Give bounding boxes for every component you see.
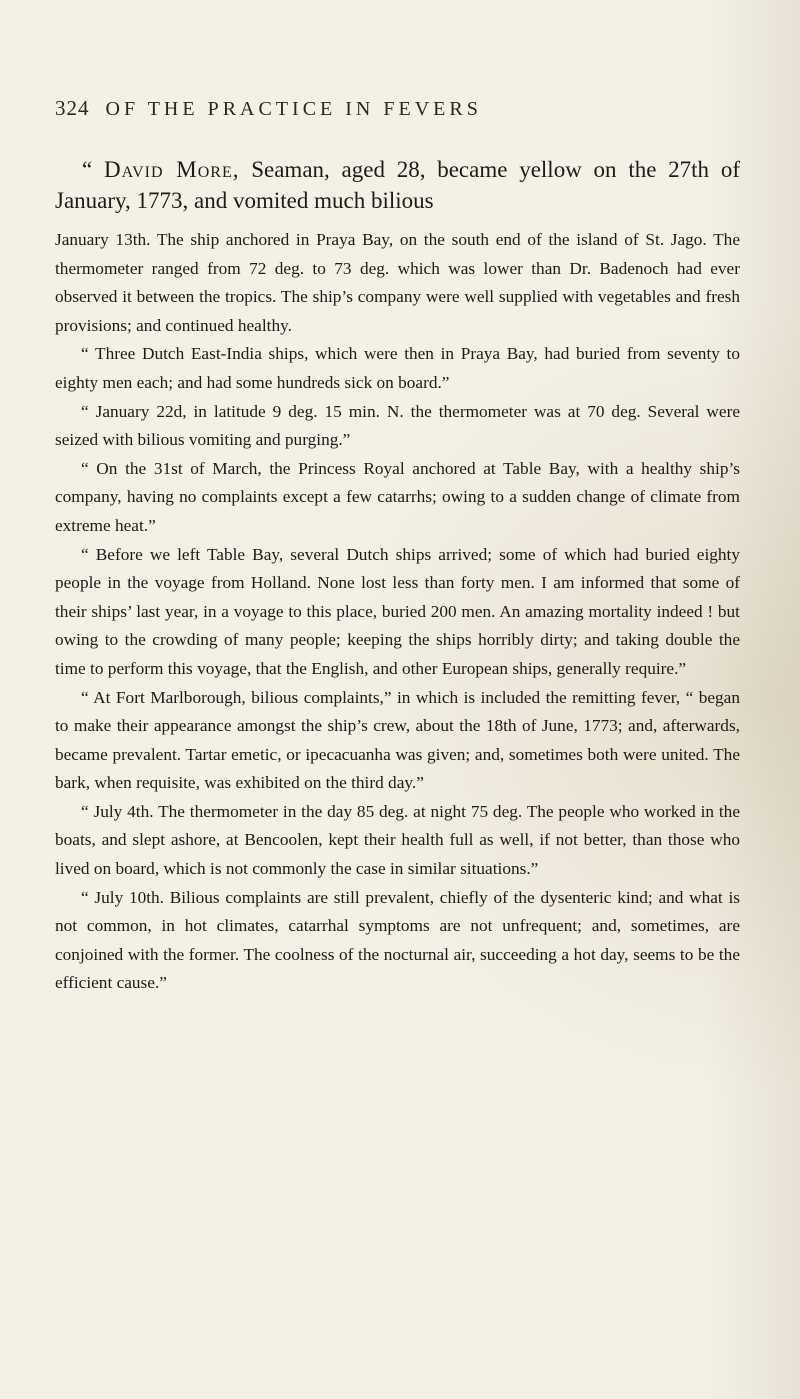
paragraph: “ July 4th. The thermometer in the day 85 deg. at night 75 deg. The people who worked in the boats, and slept ashore, at Bencoolen, kept their health full as well, if not better, than those who lived on board, which is not commonly the case in similar situations.” (55, 801, 740, 879)
opening-text: Seaman, aged 28, became yellow on the 27th of January, 1773, and vomited much bilious (55, 157, 740, 213)
opening-quote: “ (82, 157, 104, 182)
main-text (55, 154, 740, 998)
paragraph: “ Three Dutch East-India ships, which were then in Praya Bay, had buried from seventy to eighty men each; and had some hundreds sick on board.” (55, 344, 740, 392)
running-header (55, 96, 482, 121)
paragraph: “ At Fort Marlborough, bilious complaints,” in which is included the remitting fever, “ began to make their appearance amongst the ship’s crew, about the 18th of June, 1773; and, afterwards, became prevalent. Tartar emetic, or ipecacuanha was given; and, sometimes both were united. The bark, when requisite, was exhibited on the third day.” (55, 687, 740, 793)
opening-paragraph (55, 154, 740, 216)
paragraph: “ July 10th. Bilious complaints are still prevalent, chiefly of the dysenteric kind; and what is not common, in hot climates, catarrhal symptoms are not unfrequent; and, sometimes, are conjoined with the former. The coolness of the nocturnal air, succeeding a hot day, seems to be the efficient cause.” (55, 887, 740, 993)
paragraph: January 13th. The ship anchored in Praya Bay, on the south end of the island of St. Jago. The thermometer ranged from 72 deg. to 73 deg. which was lower than Dr. Badenoch had ever observed it between the tropics. The ship’s company were well supplied with vegetables and fresh provisions; and continued healthy. (55, 230, 740, 335)
paragraph: “ Before we left Table Bay, several Dutch ships arrived; some of which had buried eighty people in the voyage from Holland. None lost less than forty men. I am informed that some of their ships’ last year, in a voyage to this place, buried 200 men. An amazing mortality indeed ! but owing to the crowding of many people; keeping the ships horribly dirty; and taking double the time to perform this voyage, that the English, and other European ships, generally require.” (55, 544, 740, 678)
patient-name: David More, (103, 157, 240, 182)
running-title: OF THE PRACTICE IN FEVERS (105, 98, 482, 120)
paragraph: “ On the 31st of March, the Princess Royal anchored at Table Bay, with a healthy ship’s company, having no complaints except a few catarrhs; owing to a sudden change of climate from extreme heat.” (55, 458, 740, 535)
page-number: 324 (55, 96, 90, 120)
paragraph: “ January 22d, in latitude 9 deg. 15 min. N. the thermometer was at 70 deg. Several were seized with bilious vomiting and purging.” (55, 401, 740, 450)
